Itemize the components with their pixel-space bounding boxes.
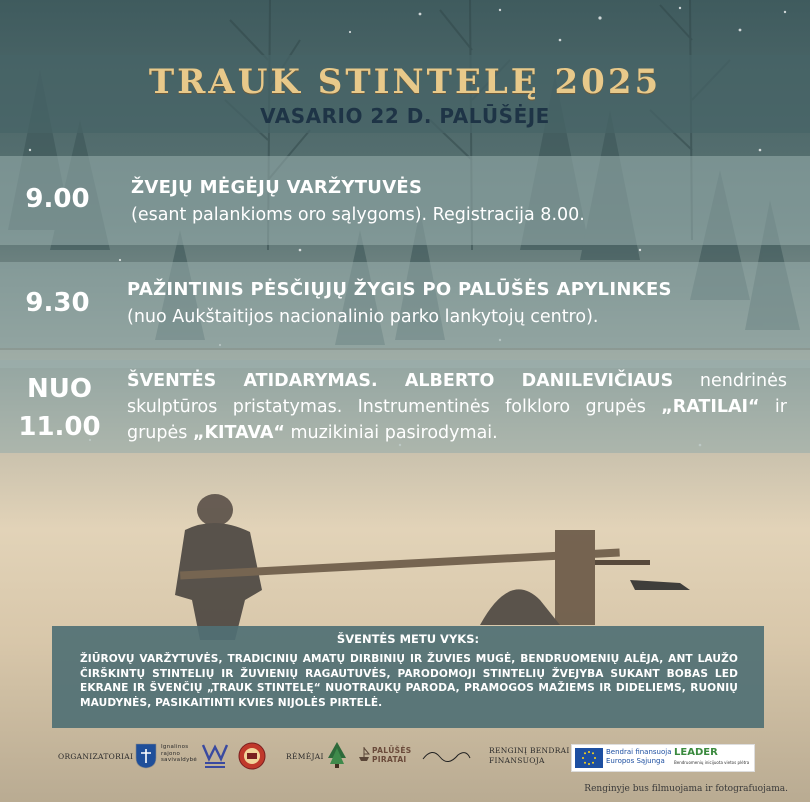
- event-2-detail: (nuo Aukštaitijos nacionalinio parko lankytojų centro).: [127, 307, 599, 327]
- event-subtitle: VASARIO 22 D. PALŪŠĖJE: [260, 104, 550, 128]
- cofunding-label-line2: FINANSUOJA: [489, 756, 545, 765]
- event-2-title: PAŽINTINIS PĖSČIŲJŲ ŽYGIS PO PALŪŠĖS APYLINKES: [127, 279, 672, 300]
- event-1-time: 9.00: [25, 184, 90, 214]
- organizers-label: ORGANIZATORIAI: [58, 752, 134, 761]
- leader-subtitle: Bendruomenių inicijuota vietos plėtra: [674, 760, 750, 765]
- sponsors-label: RĖMĖJAI: [286, 752, 324, 761]
- ignalina-logo-text: Ignalinos rajono savivaldybė: [161, 744, 198, 763]
- event-1-detail: (esant palankioms oro sąlygoms). Registracija 8.00.: [131, 205, 585, 225]
- event-3-group-ratilai: „RATILAI“: [661, 397, 760, 417]
- ignalina-coat-of-arms-icon: [135, 743, 157, 769]
- eu-flag-icon: [575, 748, 603, 768]
- activities-box: [52, 626, 764, 728]
- pirate-ship-icon: [357, 745, 371, 763]
- eu-cofunded-text: [606, 748, 672, 766]
- eu-line2: Europos Sąjunga: [606, 757, 665, 765]
- activities-title: ŠVENTĖS METU VYKS:: [336, 632, 480, 646]
- sponsor-palusespiratai: PALŪŠĖS PIRATAI: [372, 746, 412, 764]
- sponsor-forest-logo-icon: [324, 740, 350, 770]
- sponsor-signature-logo-icon: [420, 744, 474, 766]
- event-3-description: [127, 368, 787, 446]
- event-3-detail-a: nendrinės skulptūros pristatymas. Instrumentinės folkloro grupės: [127, 371, 787, 417]
- eu-funding-logos: [571, 744, 755, 772]
- event-3-time-prefix: NUO: [27, 374, 92, 404]
- event-2-time: 9.30: [25, 288, 90, 318]
- cofunding-label-line1: RENGINĮ BENDRAI: [489, 746, 570, 755]
- activities-text: ŽIŪROVŲ VARŽYTUVĖS, TRADICINIŲ AMATŲ DIRBINIŲ IR ŽUVIES MUGĖ, BENDRUOMENIŲ ALĖJA, ANT LAUŽO ČIRŠKINTŲ STINTELIŲ IR ŽUVIENIŲ RAGAUTUVĖS, PARODOMOJI STINTELIŲ ŽVEJYBA SUKANT BOBAS LED EKRANE IR ŠVENČIŲ „TRAUK STINTELĘ“ NUOTRAUKŲ PARODA, PRAMOGOS MAŽIEMS IR DIDELIEMS, RUONIŲ MAUDYNĖS, PASIKAITINTI KVIES NIJOLĖS PIRTELĖ.: [80, 653, 738, 709]
- leader-logo: LEADER: [674, 747, 718, 758]
- community-emblem-icon: [237, 741, 267, 771]
- event-3-time-value: 11.00: [18, 412, 101, 442]
- cofunding-label: [489, 746, 570, 766]
- event-row-2: [0, 262, 810, 348]
- event-3-detail-b: ir grupės: [127, 397, 787, 443]
- event-1-title: ŽVEJŲ MĖGĖJŲ VARŽYTUVĖS: [131, 177, 423, 198]
- eu-line1: Bendrai finansuoja: [606, 748, 672, 756]
- filming-notice: Renginyje bus filmuojama ir fotografuojama.: [584, 784, 788, 794]
- event-3-title: ŠVENTĖS ATIDARYMAS. ALBERTO DANILEVIČIAUS: [127, 371, 674, 391]
- event-row-1: [0, 156, 810, 245]
- culture-center-logo-icon: [200, 742, 230, 770]
- event-3-group-kitava: „KITAVA“: [192, 423, 285, 443]
- event-3-detail-c: muzikiniai pasirodymai.: [284, 423, 498, 443]
- event-title: TRAUK STINTELĘ 2025: [148, 62, 662, 102]
- event-3-time: [12, 370, 107, 446]
